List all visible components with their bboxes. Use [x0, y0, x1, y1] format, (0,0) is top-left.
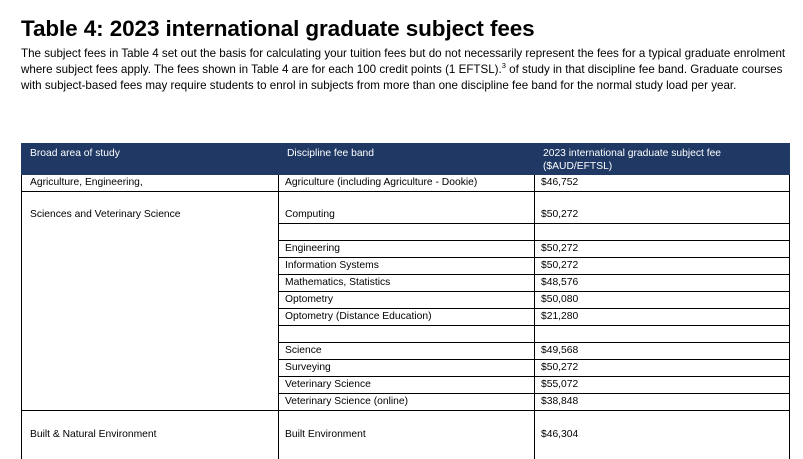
table-row: [22, 427, 790, 443]
fees-table: [21, 143, 790, 459]
table-row: [22, 275, 790, 292]
table-row: [22, 175, 790, 192]
fee-cell: $38,848: [535, 394, 790, 411]
area-cell: Built & Natural Environment: [22, 427, 279, 443]
band-cell: Veterinary Science: [279, 377, 535, 394]
band-cell: Agriculture (including Agriculture - Dookie): [279, 175, 535, 192]
band-cell: Veterinary Science (online): [279, 394, 535, 411]
header-fee: 2023 international graduate subject fee ($AUD/EFTSL): [535, 144, 790, 175]
table-header-row: [22, 144, 790, 175]
table-row: [22, 258, 790, 275]
intro-text-before: The subject fees in Table 4 set out the basis for calculating your tuition fees but do not necessarily represent the fees for a typical graduate enrolment where subject fees apply. The fees shown in Table 4 are for each 100 credit points (1 EFTSL).: [21, 47, 786, 77]
table-row: [22, 343, 790, 360]
table-gap-row: [22, 224, 790, 241]
fee-cell: $50,272: [535, 207, 790, 224]
header-discipline-band: Discipline fee band: [279, 144, 535, 175]
fee-cell: $48,576: [535, 275, 790, 292]
fee-cell: $49,568: [535, 343, 790, 360]
band-cell: Information Systems: [279, 258, 535, 275]
band-cell: Optometry: [279, 292, 535, 309]
area-cell: Sciences and Veterinary Science: [22, 207, 279, 224]
table-row: [22, 394, 790, 411]
fee-cell: $55,072: [535, 377, 790, 394]
table-row: [22, 241, 790, 258]
fee-cell: $46,304: [535, 427, 790, 443]
fee-cell: $50,272: [535, 360, 790, 377]
table-row: [22, 360, 790, 377]
fee-cell: $21,280: [535, 309, 790, 326]
area-cell: Agriculture, Engineering,: [22, 175, 279, 192]
table-row: [22, 207, 790, 224]
band-cell: Surveying: [279, 360, 535, 377]
fee-cell: $46,752: [535, 175, 790, 192]
band-cell: Built Environment: [279, 427, 535, 443]
band-cell: Computing: [279, 207, 535, 224]
table-row: [22, 377, 790, 394]
table-gap-row: [22, 411, 790, 428]
band-cell: Mathematics, Statistics: [279, 275, 535, 292]
fee-cell: $50,272: [535, 258, 790, 275]
table-spacer-row: [22, 192, 790, 208]
fee-cell: $50,080: [535, 292, 790, 309]
footnote-marker: 3: [501, 61, 506, 71]
band-cell: Science: [279, 343, 535, 360]
table-gap-row: [22, 326, 790, 343]
page-title: Table 4: 2023 international graduate subject fees: [21, 16, 535, 41]
intro-paragraph: [21, 46, 791, 95]
intro-text-after: of study in that discipline fee band. Graduate courses with subject-based fees may require students to enrol in subjects from more than one discipline fee band for the normal study load per year.: [21, 63, 783, 93]
band-cell: Engineering: [279, 241, 535, 258]
fee-cell: $50,272: [535, 241, 790, 258]
band-cell: Optometry (Distance Education): [279, 309, 535, 326]
header-broad-area: Broad area of study: [22, 144, 279, 175]
table-row: [22, 292, 790, 309]
table-row: [22, 309, 790, 326]
